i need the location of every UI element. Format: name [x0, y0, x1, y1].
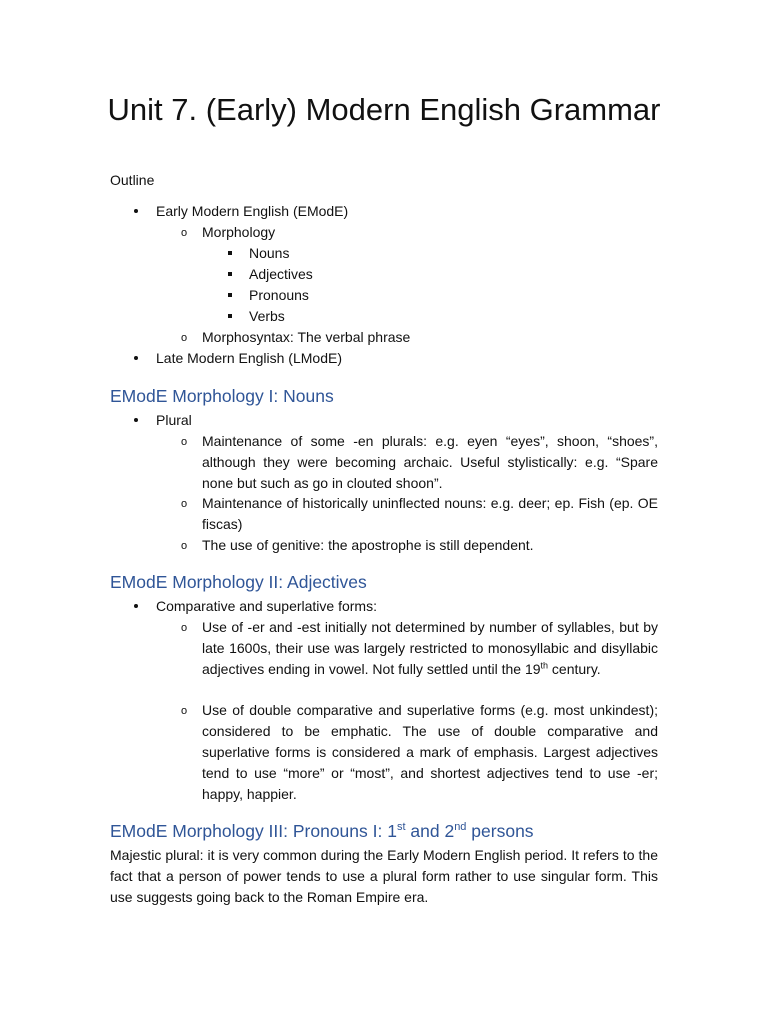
ordinal-suffix: th: [540, 660, 549, 671]
outline-item-morphosyntax: Morphosyntax: The verbal phrase: [202, 329, 411, 345]
outline-heading: Outline: [110, 172, 155, 188]
adjectives-item-er-est-end: century.: [548, 661, 601, 677]
bullet-circle: o: [181, 705, 188, 717]
adjectives-item-er-est-text: Use of -er and -est initially not determined by number of syllables, but by late 1600s, their use was largely restricted to monosyllabic and disyllabic adjectives ending in vowel. Not fully settled until the 19: [202, 619, 658, 677]
plural-label: Plural: [156, 412, 192, 428]
adjectives-item-er-est: [202, 617, 658, 680]
document-title: Unit 7. (Early) Modern English Grammar: [107, 92, 661, 127]
bullet-circle: o: [181, 540, 188, 552]
bullet-circle: o: [181, 227, 188, 239]
outline-item-adjectives: Adjectives: [249, 266, 313, 282]
bullet-square: [228, 314, 232, 318]
bullet-circle: o: [181, 498, 188, 510]
bullet-square: [228, 251, 232, 255]
nouns-item-uninflected: Maintenance of historically uninflected nouns: e.g. deer; ep. Fish (ep. OE fiscas): [202, 495, 658, 532]
section-heading-pronouns: [110, 819, 534, 843]
adjectives-item-double-forms: Use of double comparative and superlative forms (e.g. most unkindest); considered to be emphatic. The use of double comparative and superlative forms is considered a mark of emphasis. Largest adjectives tend to use “more” or “most”, and shortest adjectives tend to use -er; happy, happier.: [202, 702, 658, 802]
nouns-item-en-plurals: Maintenance of some -en plurals: e.g. eyen “eyes”, shoon, “shoes”, although they were becoming archaic. Useful stylistically: e.g. “Spare none but such as go in clouted shoon”.: [202, 433, 658, 491]
comparative-label: Comparative and superlative forms:: [156, 598, 377, 614]
bullet-dot: [134, 209, 138, 213]
section-heading-nouns: EModE Morphology I: Nouns: [110, 386, 334, 406]
outline-item-emode: Early Modern English (EModE): [156, 203, 349, 219]
bullet-circle: o: [181, 622, 188, 634]
bullet-circle: o: [181, 332, 188, 344]
outline-item-verbs: Verbs: [249, 308, 285, 324]
bullet-dot: [134, 356, 138, 360]
pronouns-heading-part: persons: [466, 821, 534, 841]
bullet-square: [228, 293, 232, 297]
ordinal-suffix: st: [396, 821, 406, 834]
bullet-circle: o: [181, 436, 188, 448]
bullet-dot: [134, 604, 138, 608]
outline-item-pronouns: Pronouns: [249, 287, 309, 303]
section-heading-adjectives: EModE Morphology II: Adjectives: [110, 572, 367, 592]
outline-item-morphology: Morphology: [202, 224, 276, 240]
outline-item-lmode: Late Modern English (LModE): [156, 350, 342, 366]
pronouns-heading-part: and 2: [405, 821, 455, 841]
bullet-dot: [134, 418, 138, 422]
bullet-square: [228, 272, 232, 276]
pronouns-heading-part: EModE Morphology III: Pronouns I: 1: [110, 821, 397, 841]
outline-item-nouns: Nouns: [249, 245, 290, 261]
majestic-plural-paragraph: Majestic plural: it is very common during the Early Modern English period. It refers to the fact that a person of power tends to use a plural form rather to use singular form. This use suggests going back to the Roman Empire era.: [110, 847, 658, 905]
ordinal-suffix: nd: [454, 821, 467, 834]
nouns-item-genitive: The use of genitive: the apostrophe is still dependent.: [202, 537, 534, 553]
